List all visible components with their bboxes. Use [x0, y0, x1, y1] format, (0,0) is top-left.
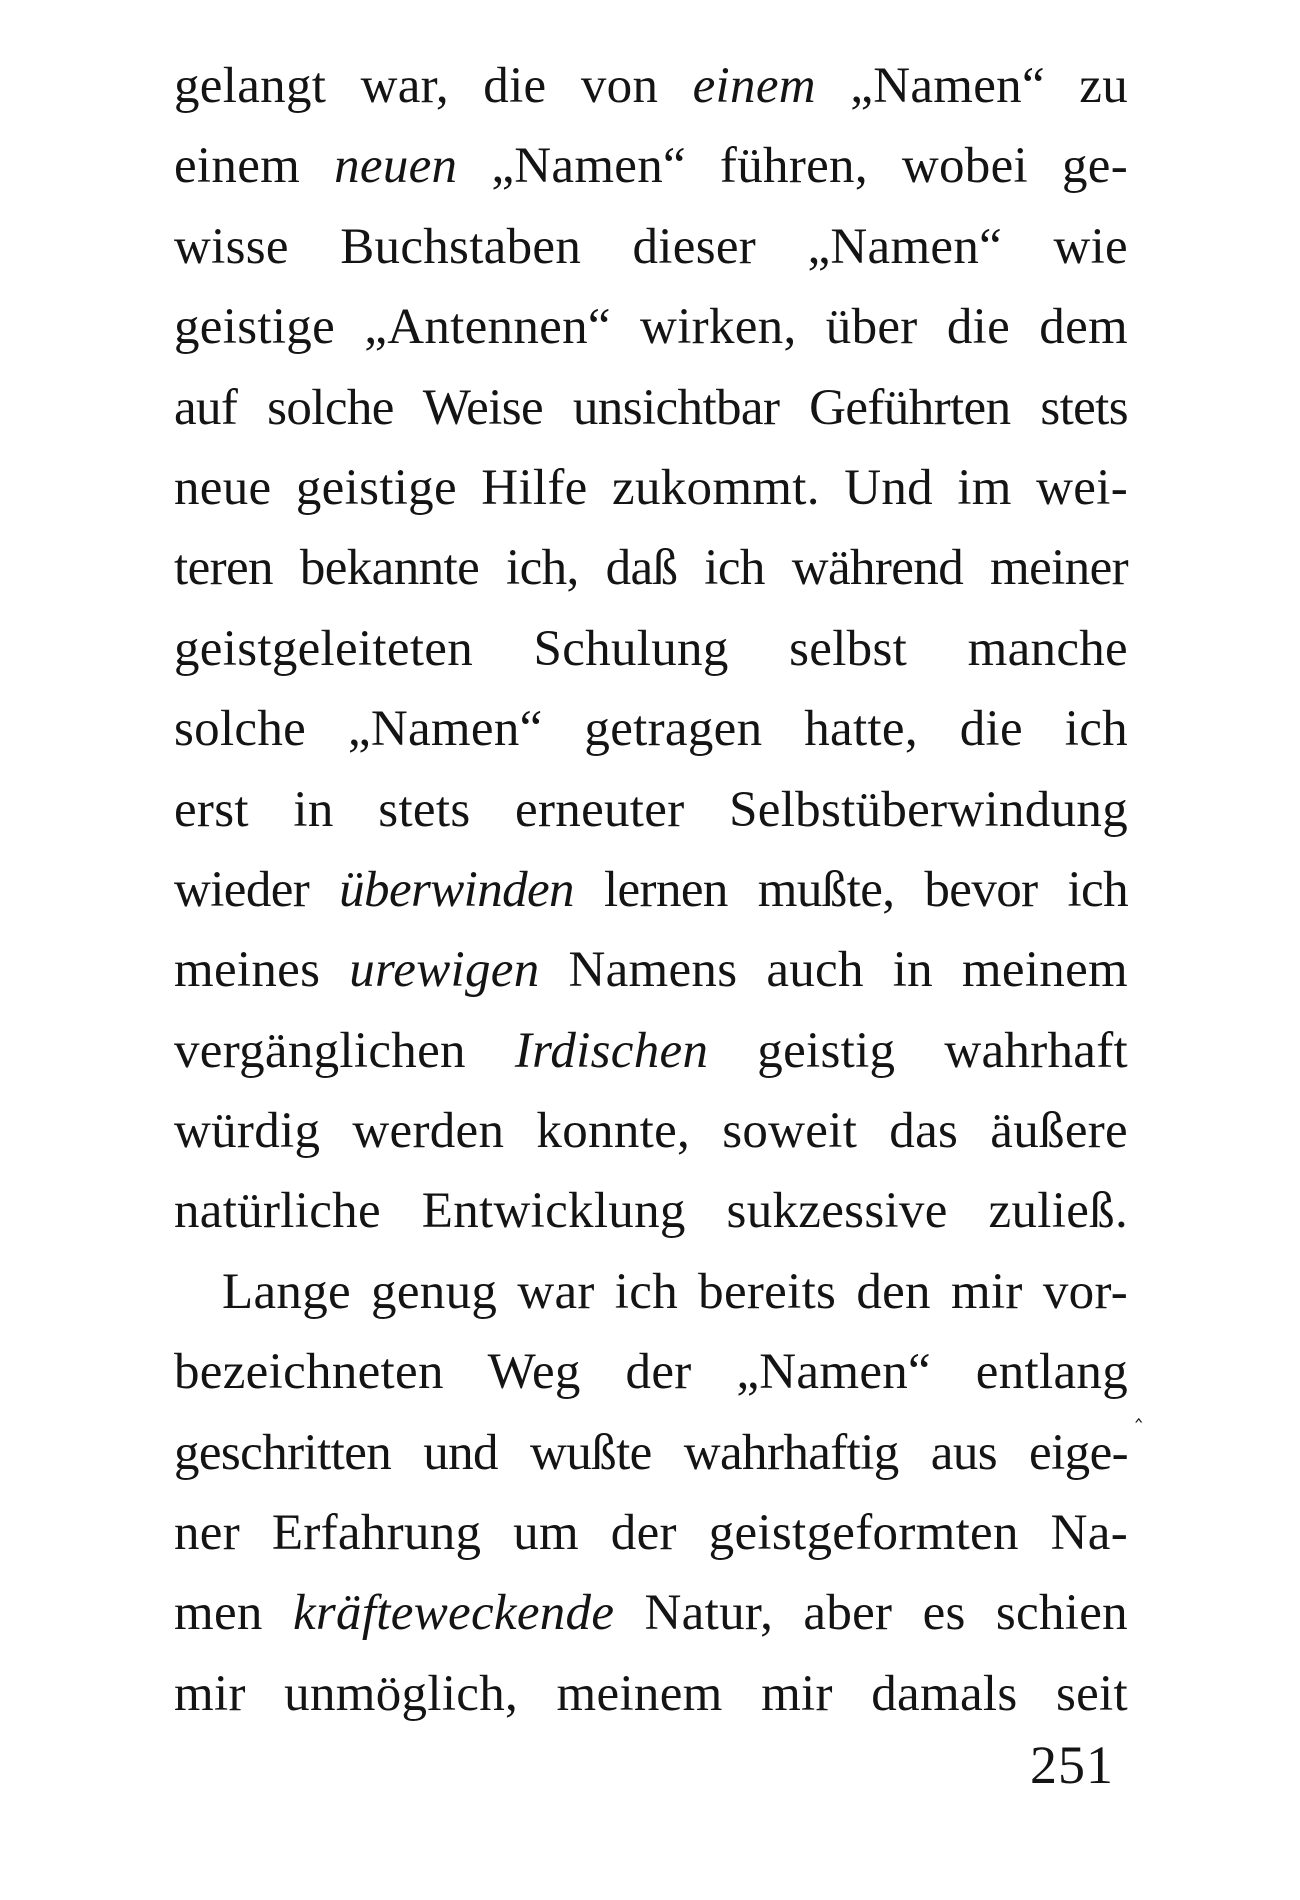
text-line	[174, 1493, 1128, 1573]
text-line	[174, 1011, 1128, 1091]
text-line	[174, 770, 1128, 850]
line-text: bezeichneten Weg der „Namen“ entlang	[174, 1344, 1128, 1401]
text-line	[174, 46, 1128, 126]
line-text: Natur, aber es schien	[614, 1585, 1128, 1642]
line-text: würdig werden konnte, soweit das äußere	[174, 1103, 1128, 1160]
line-text: solche „Namen“ getragen hatte, die ich	[174, 701, 1128, 758]
line-text: „Namen“ führen, wobei ge-	[457, 138, 1128, 195]
line-text: geistig wahrhaft	[708, 1022, 1128, 1079]
line-text: „Namen“ zu	[815, 58, 1129, 114]
line-text: vergänglichen	[174, 1022, 515, 1079]
italic-text: Irdischen	[514, 1022, 709, 1079]
line-text: geistgeleiteten Schulung selbst manche	[174, 620, 1128, 677]
text-line	[174, 689, 1128, 769]
text-line	[174, 850, 1128, 930]
line-text: Lange genug war ich bereits den mir vor-	[222, 1263, 1128, 1320]
text-line	[174, 368, 1128, 448]
caret-mark: ‸	[1135, 1397, 1143, 1422]
line-text: ner Erfahrung um der geistgeformten Na-	[174, 1505, 1128, 1562]
text-line	[174, 1252, 1128, 1332]
text-line	[174, 1091, 1128, 1171]
text-line	[174, 126, 1128, 206]
line-text: natürliche Entwicklung sukzessive zuließ.	[174, 1183, 1128, 1240]
line-text: auf solche Weise unsichtbar Geführten stets	[174, 379, 1128, 436]
text-line	[174, 1654, 1128, 1734]
line-text: einem	[174, 138, 335, 195]
italic-text: einem	[692, 58, 816, 114]
line-text: teren bekannte ich, daß ich während meiner	[174, 540, 1128, 597]
text-line	[174, 1171, 1128, 1251]
line-text: neue geistige Hilfe zukommt. Und im wei-	[174, 459, 1128, 516]
text-line	[174, 1332, 1128, 1412]
line-text: mir unmöglich, meinem mir damals seit	[174, 1665, 1128, 1722]
line-text: meines	[174, 942, 350, 999]
line-text: geschritten und wußte wahrhaftig aus eige-	[174, 1424, 1128, 1481]
body-text	[174, 46, 1128, 1734]
line-text: erst in stets erneuter Selbstüberwindung	[174, 781, 1128, 838]
italic-text: neuen	[334, 138, 458, 195]
line-text: gelangt war, die von	[174, 58, 693, 114]
line-text: Namens auch in meinem	[539, 942, 1128, 999]
line-text: geistige „Antennen“ wirken, über die dem	[174, 299, 1128, 356]
text-line	[174, 528, 1128, 608]
text-line	[174, 448, 1128, 528]
page-number: 251	[1030, 1735, 1114, 1795]
text-line	[174, 1573, 1128, 1653]
text-line	[174, 609, 1128, 689]
text-line	[174, 1413, 1128, 1493]
text-line	[174, 930, 1128, 1010]
text-line	[174, 207, 1128, 287]
line-text: wieder	[174, 861, 340, 918]
italic-text: kräfteweckende	[292, 1585, 615, 1642]
italic-text: überwinden	[339, 861, 574, 918]
text-line	[174, 287, 1128, 367]
line-text: men	[174, 1585, 293, 1642]
line-text: lernen mußte, bevor ich	[573, 861, 1128, 918]
line-text: wisse Buchstaben dieser „Namen“ wie	[174, 218, 1128, 275]
italic-text: urewigen	[349, 942, 540, 999]
